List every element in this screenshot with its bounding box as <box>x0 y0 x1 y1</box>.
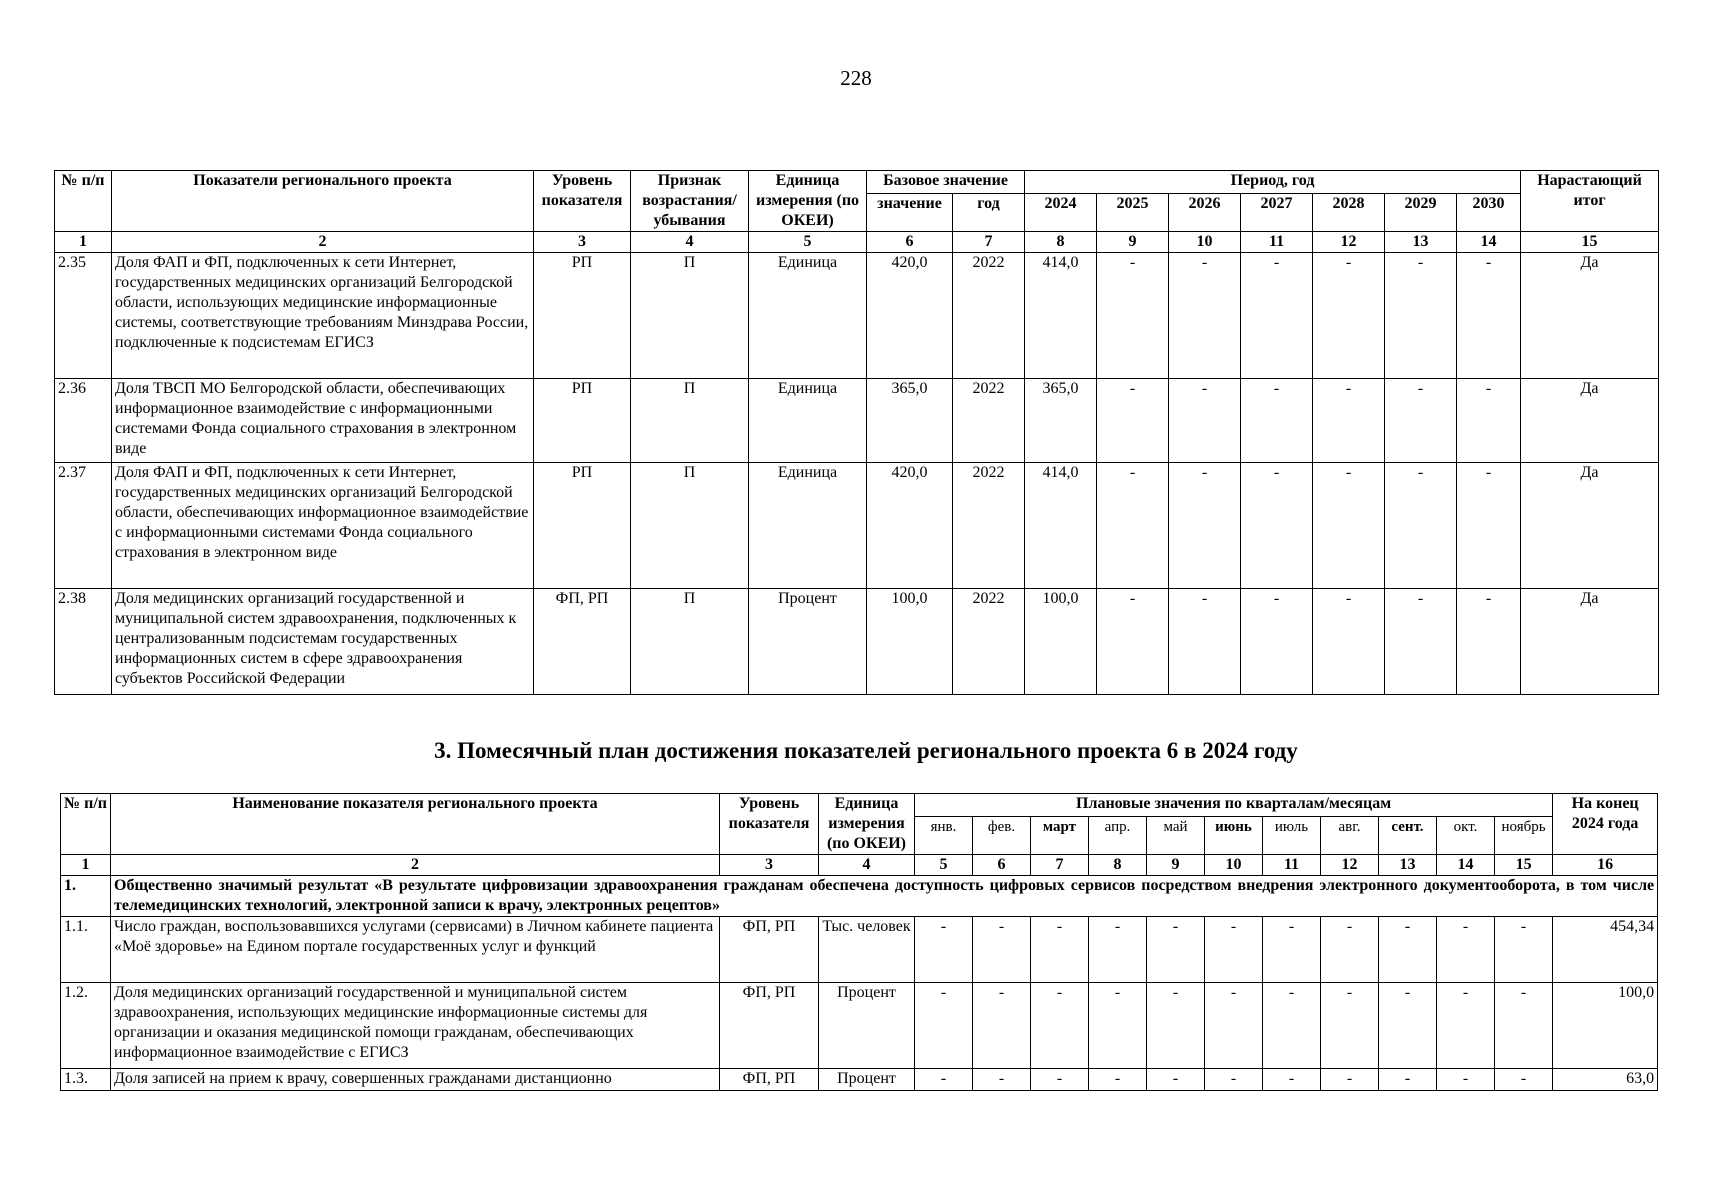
col-number: 13 <box>1379 855 1437 876</box>
month-value: - <box>1321 917 1379 983</box>
year-value: - <box>1097 589 1169 695</box>
month-value: - <box>1031 917 1089 983</box>
month-value: - <box>1205 917 1263 983</box>
month-value: - <box>1031 1069 1089 1091</box>
col-number: 14 <box>1457 232 1521 253</box>
month-value: - <box>1147 983 1205 1069</box>
header-month: март <box>1031 817 1089 855</box>
col-number: 14 <box>1437 855 1495 876</box>
base-year: 2022 <box>953 379 1025 463</box>
base-year: 2022 <box>953 253 1025 379</box>
month-value: - <box>1495 917 1553 983</box>
month-value: - <box>1089 1069 1147 1091</box>
indicator-unit: Процент <box>819 983 915 1069</box>
header-month: май <box>1147 817 1205 855</box>
header-level: Уровень показателя <box>534 171 631 232</box>
header-num: № п/п <box>61 794 111 855</box>
header-year: 2030 <box>1457 194 1521 232</box>
year-value: - <box>1313 379 1385 463</box>
header-unit: Единица измерения (по ОКЕИ) <box>819 794 915 855</box>
month-value: - <box>1379 983 1437 1069</box>
row-num: 1.3. <box>61 1069 111 1091</box>
year-value: - <box>1241 589 1313 695</box>
indicator-unit: Единица <box>749 379 867 463</box>
year-value: - <box>1313 463 1385 589</box>
col-number: 10 <box>1169 232 1241 253</box>
year-value: - <box>1385 463 1457 589</box>
month-value: - <box>1031 983 1089 1069</box>
year-value: - <box>1169 379 1241 463</box>
row-num: 2.37 <box>55 463 112 589</box>
col-number: 6 <box>973 855 1031 876</box>
indicator-unit: Процент <box>819 1069 915 1091</box>
cumulative-value: Да <box>1521 253 1659 379</box>
col-number: 3 <box>534 232 631 253</box>
year-value: 414,0 <box>1025 463 1097 589</box>
header-year: 2027 <box>1241 194 1313 232</box>
year-value: - <box>1385 379 1457 463</box>
col-number: 13 <box>1385 232 1457 253</box>
indicator-level: РП <box>534 463 631 589</box>
year-value: - <box>1241 379 1313 463</box>
page-number: 228 <box>840 66 872 90</box>
header-period: Период, год <box>1025 171 1521 194</box>
year-value: 100,0 <box>1025 589 1097 695</box>
month-value: - <box>973 1069 1031 1091</box>
month-value: - <box>915 917 973 983</box>
header-year: 2029 <box>1385 194 1457 232</box>
header-year: 2025 <box>1097 194 1169 232</box>
month-value: - <box>1147 917 1205 983</box>
header-month: янв. <box>915 817 973 855</box>
indicator-name: Число граждан, воспользовавшихся услугами (сервисами) в Личном кабинете пациента «Моё здоровье» на Едином портале государственных услуг и функций <box>111 917 720 983</box>
month-value: - <box>1437 1069 1495 1091</box>
end-value: 454,34 <box>1553 917 1658 983</box>
header-level: Уровень показателя <box>720 794 819 855</box>
cumulative-value: Да <box>1521 379 1659 463</box>
header-num: № п/п <box>55 171 112 232</box>
group-num: 1. <box>61 876 111 917</box>
header-cumulative: Нарастающий итог <box>1521 171 1659 232</box>
year-value: - <box>1457 463 1521 589</box>
row-num: 1.2. <box>61 983 111 1069</box>
year-value: 365,0 <box>1025 379 1097 463</box>
year-value: - <box>1169 463 1241 589</box>
col-number: 15 <box>1521 232 1659 253</box>
header-plan: Плановые значения по кварталам/месяцам <box>915 794 1553 817</box>
col-number: 11 <box>1263 855 1321 876</box>
year-value: - <box>1097 253 1169 379</box>
month-value: - <box>973 983 1031 1069</box>
indicator-unit: Единица <box>749 253 867 379</box>
month-value: - <box>973 917 1031 983</box>
header-month: июль <box>1263 817 1321 855</box>
year-value: - <box>1457 589 1521 695</box>
year-value: - <box>1385 253 1457 379</box>
year-value: - <box>1457 253 1521 379</box>
indicator-unit: Тыс. человек <box>819 917 915 983</box>
year-value: - <box>1457 379 1521 463</box>
indicator-name: Доля ТВСП МО Белгородской области, обеспечивающих информационное взаимодействие с информационными системами Фонда социального страхования в электронном виде <box>112 379 534 463</box>
year-value: - <box>1241 253 1313 379</box>
col-number: 9 <box>1147 855 1205 876</box>
year-value: 414,0 <box>1025 253 1097 379</box>
month-value: - <box>1495 983 1553 1069</box>
month-value: - <box>1205 983 1263 1069</box>
col-number: 8 <box>1089 855 1147 876</box>
col-number: 8 <box>1025 232 1097 253</box>
col-number: 11 <box>1241 232 1313 253</box>
col-number: 2 <box>112 232 534 253</box>
month-value: - <box>1321 1069 1379 1091</box>
indicator-level: РП <box>534 379 631 463</box>
col-number: 2 <box>111 855 720 876</box>
month-value: - <box>1321 983 1379 1069</box>
col-number: 12 <box>1321 855 1379 876</box>
header-month: апр. <box>1089 817 1147 855</box>
end-value: 63,0 <box>1553 1069 1658 1091</box>
month-value: - <box>1089 983 1147 1069</box>
col-number: 15 <box>1495 855 1553 876</box>
year-value: - <box>1097 379 1169 463</box>
section-title: 3. Помесячный план достижения показателей регионального проекта 6 в 2024 году <box>434 738 1298 763</box>
header-end: На конец 2024 года <box>1553 794 1658 855</box>
year-value: - <box>1313 589 1385 695</box>
indicator-level: РП <box>534 253 631 379</box>
base-value: 100,0 <box>867 589 953 695</box>
month-value: - <box>1437 917 1495 983</box>
header-base: Базовое значение <box>867 171 1025 194</box>
header-base-value: значение <box>867 194 953 232</box>
row-num: 2.36 <box>55 379 112 463</box>
base-value: 420,0 <box>867 463 953 589</box>
month-value: - <box>915 983 973 1069</box>
header-year: 2024 <box>1025 194 1097 232</box>
indicator-sign: П <box>631 253 749 379</box>
indicator-unit: Процент <box>749 589 867 695</box>
year-value: - <box>1385 589 1457 695</box>
col-number: 10 <box>1205 855 1263 876</box>
header-base-year: год <box>953 194 1025 232</box>
month-value: - <box>1263 917 1321 983</box>
row-num: 2.35 <box>55 253 112 379</box>
year-value: - <box>1313 253 1385 379</box>
month-value: - <box>1089 917 1147 983</box>
year-value: - <box>1241 463 1313 589</box>
base-year: 2022 <box>953 463 1025 589</box>
row-num: 1.1. <box>61 917 111 983</box>
header-month: сент. <box>1379 817 1437 855</box>
month-value: - <box>1379 917 1437 983</box>
indicator-level: ФП, РП <box>720 917 819 983</box>
month-value: - <box>915 1069 973 1091</box>
indicator-name: Доля ФАП и ФП, подключенных к сети Интернет, государственных медицинских организаций Белгородской области, обеспечивающих информационное взаимодействие с информационными системами Фонда социального страхования в электронном виде <box>112 463 534 589</box>
indicators-table <box>54 170 1659 695</box>
indicator-sign: П <box>631 463 749 589</box>
indicator-sign: П <box>631 379 749 463</box>
header-year: 2026 <box>1169 194 1241 232</box>
col-number: 7 <box>1031 855 1089 876</box>
header-month: июнь <box>1205 817 1263 855</box>
col-number: 4 <box>819 855 915 876</box>
header-indicator: Показатели регионального проекта <box>112 171 534 232</box>
month-value: - <box>1379 1069 1437 1091</box>
month-value: - <box>1437 983 1495 1069</box>
group-result: Общественно значимый результат «В результате цифровизации здравоохранения гражданам обеспечена доступность цифровых сервисов посредством внедрения электронного документооборота, в том числе телемедицинских технологий, электронной записи к врачу, электронных рецептов» <box>111 876 1658 917</box>
col-number: 9 <box>1097 232 1169 253</box>
indicator-name: Доля медицинских организаций государственной и муниципальной систем здравоохранения, использующих медицинские информационные системы для организации и оказания медицинской помощи гражданам, обеспечивающих информационное взаимодействие с ЕГИСЗ <box>111 983 720 1069</box>
col-number: 16 <box>1553 855 1658 876</box>
col-number: 5 <box>915 855 973 876</box>
col-number: 6 <box>867 232 953 253</box>
year-value: - <box>1169 253 1241 379</box>
header-month: авг. <box>1321 817 1379 855</box>
end-value: 100,0 <box>1553 983 1658 1069</box>
col-number: 12 <box>1313 232 1385 253</box>
header-month: ноябрь <box>1495 817 1553 855</box>
indicator-name: Доля медицинских организаций государственной и муниципальной систем здравоохранения, подключенных к централизованным подсистемам государственных информационных систем в сфере здравоохранения субъектов Российской Федерации <box>112 589 534 695</box>
header-year: 2028 <box>1313 194 1385 232</box>
cumulative-value: Да <box>1521 589 1659 695</box>
base-value: 365,0 <box>867 379 953 463</box>
indicator-level: ФП, РП <box>720 1069 819 1091</box>
row-num: 2.38 <box>55 589 112 695</box>
indicator-sign: П <box>631 589 749 695</box>
month-value: - <box>1263 1069 1321 1091</box>
col-number: 4 <box>631 232 749 253</box>
year-value: - <box>1169 589 1241 695</box>
col-number: 3 <box>720 855 819 876</box>
month-value: - <box>1147 1069 1205 1091</box>
month-value: - <box>1205 1069 1263 1091</box>
header-sign: Признак возрастания/ убывания <box>631 171 749 232</box>
indicator-level: ФП, РП <box>720 983 819 1069</box>
col-number: 1 <box>61 855 111 876</box>
base-value: 420,0 <box>867 253 953 379</box>
header-unit: Единица измерения (по ОКЕИ) <box>749 171 867 232</box>
indicator-unit: Единица <box>749 463 867 589</box>
header-month: фев. <box>973 817 1031 855</box>
col-number: 5 <box>749 232 867 253</box>
col-number: 7 <box>953 232 1025 253</box>
indicator-name: Доля записей на прием к врачу, совершенных гражданами дистанционно <box>111 1069 720 1091</box>
cumulative-value: Да <box>1521 463 1659 589</box>
indicator-name: Доля ФАП и ФП, подключенных к сети Интернет, государственных медицинских организаций Белгородской области, использующих медицинские информационные системы, соответствующие требованиям Минздрава России, подключенные к подсистемам ЕГИСЗ <box>112 253 534 379</box>
month-value: - <box>1495 1069 1553 1091</box>
indicator-level: ФП, РП <box>534 589 631 695</box>
col-number: 1 <box>55 232 112 253</box>
year-value: - <box>1097 463 1169 589</box>
header-name: Наименование показателя регионального проекта <box>111 794 720 855</box>
month-value: - <box>1263 983 1321 1069</box>
base-year: 2022 <box>953 589 1025 695</box>
monthly-plan-table <box>60 793 1658 1091</box>
header-month: окт. <box>1437 817 1495 855</box>
